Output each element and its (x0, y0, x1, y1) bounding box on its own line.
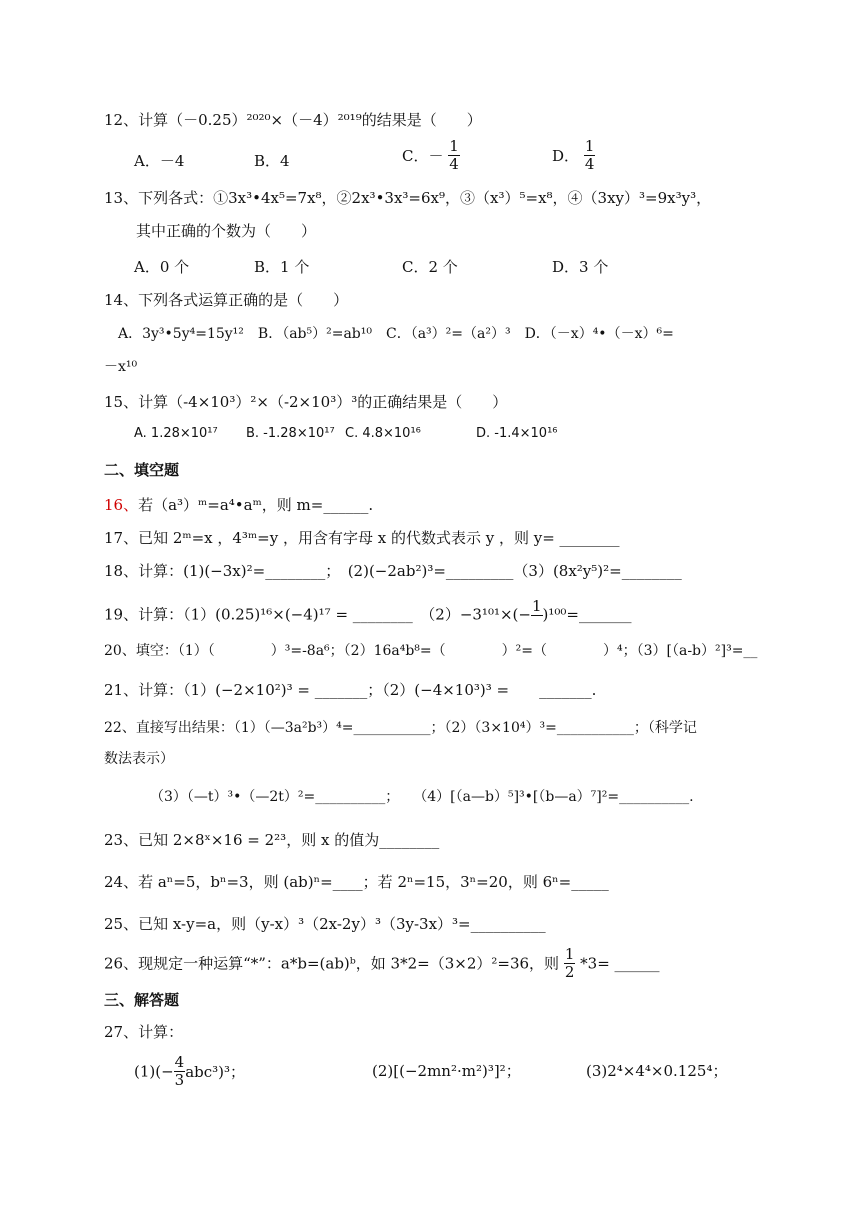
q27-part-1 (134, 1054, 245, 1089)
q13-option-c: C．2 个 (402, 258, 458, 276)
q14-options: A．3y³•5y⁴=15y¹² B．（ab⁵）²=ab¹⁰ C．（a³）²=（a²）³ D．（－x）⁴•（－x）⁶= (118, 326, 674, 342)
q15-option-c: C. 4.8×10¹⁶ (345, 426, 421, 441)
q27-part-2: (2)[(−2mn²·m²)³]²； (372, 1062, 521, 1080)
fraction-numerator: 4 (174, 1053, 185, 1071)
section-heading-answers: 三、解答题 (104, 991, 180, 1009)
question-18: 18、计算：(1)(−3x)²=________； (2)(−2ab²)³=_________（3）(8x²y⁵)²=________ (104, 562, 682, 580)
q12-option-d (552, 138, 595, 173)
question-20: 20、填空：（1）（ ）³=-8a⁶；（2）16a⁴b⁸=（ ）²=（ ）⁴；（3）[（a-b）²]³=__ (104, 643, 758, 659)
q12-option-c-label: C．－ (402, 147, 444, 165)
question-14-stem: 14、下列各式运算正确的是（ ） (104, 291, 349, 309)
q15-option-a: A. 1.28×10¹⁷ (134, 426, 218, 441)
q27-part-1-prefix: (1)(− (134, 1062, 174, 1081)
question-22-line-3: （3）（—t）³•（—2t）²=__________； （4）[（a—b）⁵]³•[（b—a）⁷]²=__________. (150, 789, 694, 805)
question-17: 17、已知 2ᵐ=x ，4³ᵐ=y ，用含有字母 x 的代数式表示 y ，则 y= ________ (104, 529, 620, 547)
question-16 (104, 495, 373, 515)
question-26 (104, 946, 660, 981)
question-23: 23、已知 2×8ˣ×16 = 2²³，则 x 的值为________ (104, 831, 440, 849)
question-19-text: 19、计算：（1）(0.25)¹⁶×(−4)¹⁷ = ________ （2）−3¹⁰¹×(− (104, 605, 531, 624)
fraction-numerator: 1 (564, 945, 575, 963)
fraction-denominator: 4 (449, 155, 459, 173)
q13-option-d: D．3 个 (552, 258, 609, 276)
question-21: 21、计算：（1）(−2×10²)³ = _______；（2）(−4×10³)³ = _______. (104, 681, 597, 699)
fraction-numerator: 1 (584, 137, 595, 155)
q27-part-1-suffix: abc³)³； (185, 1063, 246, 1081)
question-24: 24、若 aⁿ=5，bⁿ=3，则 (ab)ⁿ=____；若 2ⁿ=15，3ⁿ=20，则 6ⁿ=_____ (104, 873, 609, 891)
q14-options-continuation: －x¹⁰ (104, 359, 138, 375)
q12-option-d-fraction (584, 138, 596, 173)
q13-option-b: B．1 个 (254, 258, 310, 276)
q12-option-b: B．4 (254, 152, 290, 170)
question-12-stem: 12、计算（－0.25）²⁰²⁰×（－4）²⁰¹⁹的结果是（ ） (104, 111, 482, 129)
fraction-denominator: 3 (174, 1071, 185, 1089)
question-19 (104, 598, 631, 633)
q12-option-c-fraction (448, 138, 460, 173)
q15-option-b: B. -1.28×10¹⁷ (246, 426, 335, 441)
section-heading-fill-in: 二、填空题 (104, 461, 180, 479)
question-26-text: 26、现规定一种运算“*”：a*b=(ab)ᵇ，如 3*2=（3×2）²=36，则 (104, 954, 560, 973)
fraction-numerator: 1 (449, 137, 459, 155)
question-19-tail: )¹⁰⁰=_______ (542, 605, 632, 624)
q27-part-3: (3)2⁴×4⁴×0.125⁴； (586, 1062, 728, 1080)
question-16-number: 16、 (104, 496, 139, 514)
q26-fraction (564, 946, 576, 981)
q15-option-d: D. -1.4×10¹⁶ (476, 426, 558, 441)
q13-option-a: A．0 个 (134, 258, 190, 276)
q27-part-1-fraction (174, 1054, 186, 1089)
question-16-text: 若（a³）ᵐ=a⁴•aᵐ，则 m=______. (138, 496, 374, 514)
question-15-stem: 15、计算（-4×10³）²×（-2×10³）³的正确结果是（ ） (104, 393, 508, 411)
question-22-line-1: 22、直接写出结果：（1）（—3a²b³）⁴=___________；（2）（3×10⁴）³=___________；（科学记 (104, 720, 697, 736)
q12-option-a: A．－4 (134, 152, 185, 170)
fraction-denominator: 4 (584, 155, 595, 173)
q12-option-d-label: D． (552, 147, 580, 165)
question-25: 25、已知 x-y=a，则（y-x）³（2x-2y）³（3y-3x）³=__________ (104, 915, 546, 933)
question-13-stem: 13、下列各式：①3x³•4x⁵=7x⁸，②2x³•3x³=6x⁹，③（x³）⁵=x⁸，④（3xy）³=9x³y³， (104, 189, 712, 207)
question-26-tail: *3= ______ (580, 954, 660, 973)
question-13-continuation: 其中正确的个数为（ ） (136, 222, 317, 240)
question-27-stem: 27、计算： (104, 1023, 184, 1041)
fraction-numerator: 1 (531, 597, 542, 615)
fraction-denominator: 2 (564, 963, 575, 981)
question-22-line-2: 数法表示） (104, 751, 174, 767)
q19-fraction (531, 598, 543, 633)
q12-option-c (402, 138, 460, 173)
